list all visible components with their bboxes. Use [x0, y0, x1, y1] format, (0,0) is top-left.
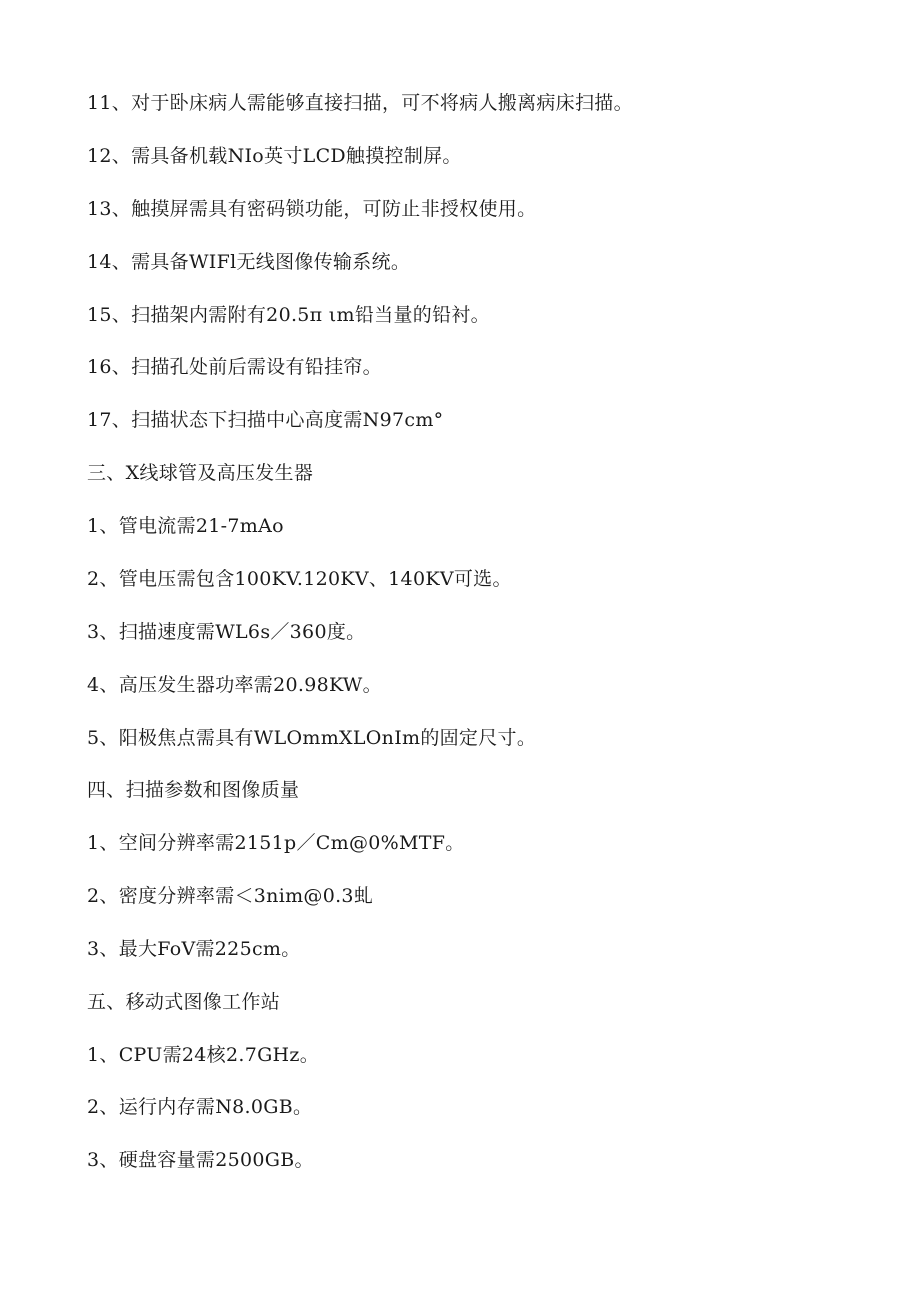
spec-item-12: 12、需具备机载NIo英寸LCD触摸控制屏。: [87, 145, 462, 167]
xray-item-1: 1、管电流需21-7mAo: [87, 515, 284, 537]
section-heading-scan-params: 四、扫描参数和图像质量: [87, 779, 300, 801]
xray-item-4: 4、高压发生器功率需20.98KW。: [87, 674, 382, 696]
spec-item-17: 17、扫描状态下扫描中心高度需N97cm°: [87, 409, 444, 431]
xray-item-3: 3、扫描速度需WL6s／360度。: [87, 621, 366, 643]
spec-item-14: 14、需具备WIFl无线图像传输系统。: [87, 251, 411, 273]
spec-item-13: 13、触摸屏需具有密码锁功能，可防止非授权使用。: [87, 198, 537, 220]
spec-item-16: 16、扫描孔处前后需设有铅挂帘。: [87, 356, 382, 378]
spec-item-15: 15、扫描架内需附有20.5π ιm铅当量的铅衬。: [87, 304, 490, 326]
workstation-item-1: 1、CPU需24核2.7GHz。: [87, 1044, 320, 1066]
section-heading-workstation: 五、移动式图像工作站: [87, 991, 281, 1013]
section-heading-xray-tube: 三、X线球管及高压发生器: [87, 462, 314, 484]
spec-item-11: 11、对于卧床病人需能够直接扫描，可不将病人搬离病床扫描。: [87, 92, 633, 114]
xray-item-2: 2、管电压需包含100KV.120KV、140KV可选。: [87, 568, 512, 590]
workstation-item-2: 2、运行内存需N8.0GB。: [87, 1096, 313, 1118]
scan-item-1: 1、空间分辨率需2151p／Cm@0%MTF。: [87, 832, 465, 854]
scan-item-3: 3、最大FoV需225cm。: [87, 938, 301, 960]
xray-item-5: 5、阳极焦点需具有WLOmmXLOnIm的固定尺寸。: [87, 727, 537, 749]
scan-item-2: 2、密度分辨率需＜3nim@0.3虬: [87, 885, 374, 907]
workstation-item-3: 3、硬盘容量需2500GB。: [87, 1149, 314, 1171]
